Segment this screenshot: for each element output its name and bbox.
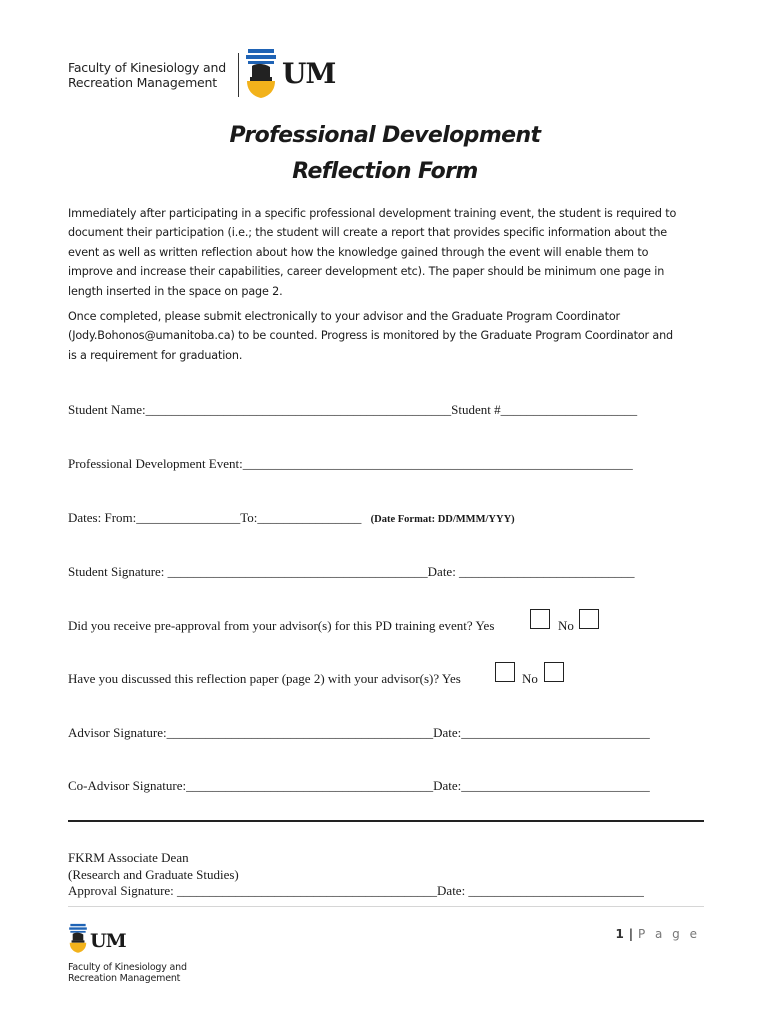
student-name-field[interactable]: Student Name:_______________________________________________Student #_____________________ xyxy=(68,402,638,417)
intro-line: Immediately after participating in a specific professional development training event, the student is required to xyxy=(68,207,677,220)
university-crest-icon xyxy=(244,47,278,99)
section-divider xyxy=(68,820,704,822)
discussed-question: Have you discussed this reflection paper (page 2) with your advisor(s)? xyxy=(68,671,440,686)
discussed-no-label: No xyxy=(522,671,538,686)
dean-approval-signature-field[interactable]: Approval Signature: ________________________________________Date: ___________________________ xyxy=(68,883,644,898)
intro-line: event as well as written reflection about how the knowledge gained through the event will enable them to xyxy=(68,245,649,259)
discussed-yes-checkbox[interactable] xyxy=(495,662,515,682)
footer-faculty-name xyxy=(68,962,187,984)
preapproval-question: Did you receive pre-approval from your advisor(s) for this PD training event? xyxy=(68,618,473,633)
preapproval-yes-checkbox[interactable] xyxy=(530,609,550,629)
intro-line: improve and increase their capabilities, career development etc). The paper should be minimum one page in xyxy=(68,265,665,279)
preapproval-no-checkbox[interactable] xyxy=(579,609,599,629)
coadvisor-signature-field[interactable]: Co-Advisor Signature:______________________________________Date:_____________________________ xyxy=(68,778,650,793)
faculty-name xyxy=(68,60,226,90)
page-label: P a g e xyxy=(637,927,700,941)
intro-line: Once completed, please submit electronically to your advisor and the Graduate Program Coordinator xyxy=(68,310,620,323)
university-crest-icon xyxy=(68,922,88,954)
dean-title: FKRM Associate Dean xyxy=(68,850,189,865)
header-logo xyxy=(68,47,358,102)
faculty-line-1: Faculty of Kinesiology and xyxy=(68,60,226,75)
footer-faculty-line-2: Recreation Management xyxy=(68,973,181,984)
discussed-row xyxy=(68,671,461,687)
title-line-1: Professional Development xyxy=(229,123,541,148)
page-number-value: 1 xyxy=(615,927,625,941)
intro-line: is a requirement for graduation. xyxy=(68,348,243,362)
intro-line: length inserted in the space on page 2. xyxy=(68,284,283,298)
dates-field[interactable] xyxy=(68,510,515,526)
intro-paragraph-2 xyxy=(68,307,708,365)
intro-line: (Jody.Bohonos@umanitoba.ca) to be counted. Progress is monitored by the Graduate Program Coordinator and xyxy=(68,329,674,343)
title-line-2: Reflection Form xyxy=(292,159,478,184)
pd-event-field[interactable]: Professional Development Event:____________________________________________________________ xyxy=(68,456,633,471)
advisor-signature-field[interactable]: Advisor Signature:_________________________________________Date:_____________________________ xyxy=(68,725,650,740)
um-wordmark: UM xyxy=(282,57,336,90)
dean-subtitle: (Research and Graduate Studies) xyxy=(68,866,239,882)
page-separator: | xyxy=(628,927,634,941)
page-number xyxy=(616,927,700,941)
preapproval-yes-label: Yes xyxy=(475,618,495,633)
footer-logo xyxy=(68,922,208,988)
page-title xyxy=(0,118,770,190)
footer-faculty-line-1: Faculty of Kinesiology and xyxy=(68,962,187,973)
discussed-no-checkbox[interactable] xyxy=(544,662,564,682)
dean-approval-block xyxy=(68,850,644,900)
intro-line: document their participation (i.e.; the student will create a report that provides specific information about the xyxy=(68,226,668,240)
footer-divider xyxy=(68,906,704,907)
preapproval-no-label: No xyxy=(558,618,574,633)
preapproval-row xyxy=(68,618,494,634)
logo-divider xyxy=(238,53,239,97)
date-format-note: (Date Format: DD/MMM/YYY) xyxy=(370,514,515,525)
intro-paragraph-1 xyxy=(68,204,708,301)
discussed-yes-label: Yes xyxy=(441,671,461,686)
footer-um-wordmark: UM xyxy=(90,930,126,952)
student-signature-field[interactable]: Student Signature: ________________________________________Date: ___________________________ xyxy=(68,564,635,579)
dates-from-to[interactable]: Dates: From:________________To:________________ xyxy=(68,510,362,525)
faculty-line-2: Recreation Management xyxy=(68,75,217,90)
